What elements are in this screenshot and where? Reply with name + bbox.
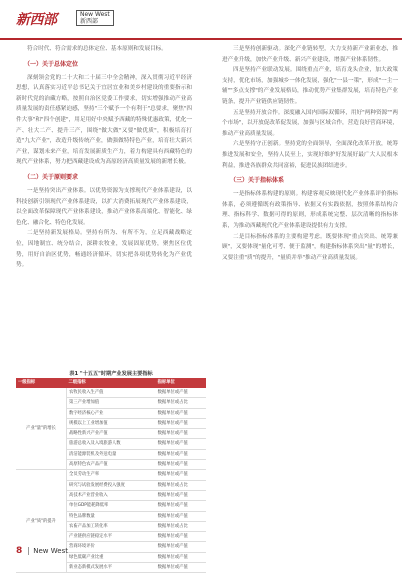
table-cell: 规模以上工业增加值	[67, 418, 156, 428]
table-cell: 数据单位或产值	[156, 408, 206, 418]
section-heading: （一）关于总体定位	[24, 60, 79, 68]
paragraph: 一是坚持突出产业体系。以优势资源为支撑现代产业体系建设，以科技创新引领现代产业体系建设，以扩大消费拓展现代产业体系建设，以全面改革保障现代产业体系建设，推动产业体系高端化、智能化、绿色化、融合化、特色化发展。	[16, 187, 192, 226]
table-cell: 战略性新兴产业产值	[67, 429, 156, 439]
table-cell: 数据单位或产值	[156, 563, 206, 573]
table-cell: 数据单位或产值	[156, 511, 206, 521]
left-column	[16, 44, 192, 271]
table-group-label: 产业"量"的增长	[16, 388, 67, 470]
table-cell: 数据单位或产值	[156, 470, 206, 480]
paragraph: 二是目标指标体系的主要构建考虑。既要体现"重点突出、统筹兼顾"，又要体现"量化可考、便于监测"，构建指标体系突出"量"的增长，又要注重"质"的提升，"量质并举"推动产业高质量发展。	[222, 233, 398, 261]
right-column	[222, 44, 398, 263]
table-cell: 产业链供应链稳定水平	[67, 532, 156, 542]
paragraph: 深刻领会党的二十大和二十届三中全会精神，深入贯彻习近平经济思想，认真落实习近平总书记关于宜居宜业和美乡村建设的重要指示和新时代党的治藏方略，按照自治区党委工作要求，切实增强推动产业高质量发展的责任感紧迫感，坚持"三个赋予一个有利于"总要求，聚焦"四件大事"和"四个创建"，用足用好中央赋予西藏的特殊优惠政策，优化一产、壮大二产、提升三产，围绕"做大做"又要"做优质"，积极培育打造"九大产业"，改造升级传统产业，做强做特特色产业，培育壮大新兴产业，谋划未来产业，培育发展新质生产力，着力构建具有西藏特色的现代产业体系，努力把西藏建设成为高原经济高质量发展的新增长极。	[16, 74, 192, 166]
table-cell: 数据单位或产值	[156, 449, 206, 459]
table-cell: 单位GDP能耗降低率	[67, 501, 156, 511]
table-cell: 绿色低碳产业比重	[67, 552, 156, 562]
header-rule	[0, 38, 402, 40]
logo-box	[76, 10, 114, 26]
table-cell: 农畜产品加工转化率	[67, 521, 156, 531]
table-cell: 营商环境评价	[67, 542, 156, 552]
paragraph: 四是坚持产业联动发展。围绕重点产业，培育龙头企业，加大政策支持，优化市场，加强城乡一体化发展，强化"一县一策"，形成"一主一辅""多点支撑"的产业发展格局，推动优势产业集群发展，培育特色产业链条，提升产业链供应链韧性。	[222, 67, 398, 105]
table-caption: 表1 "十五五"时期产业发展主要指标	[69, 371, 153, 377]
table-cell: 特色品牌数量	[67, 511, 156, 521]
table-cell: 旅游总收入及入境旅游人数	[67, 439, 156, 449]
table-cell: 数据单位或产值	[156, 490, 206, 500]
table-cell: 清洁能源装机及外送电量	[67, 449, 156, 459]
table-cell: 第三产业增加值	[67, 398, 156, 408]
table-cell: 数据单位或产值	[156, 542, 206, 552]
table-cell: 农牧民收入生产值	[67, 388, 156, 398]
section-heading: （三）关于指标体系	[230, 177, 285, 185]
table-cell: 数据单位或产值	[156, 532, 206, 542]
paragraph: 二是坚持新发展格局。坚持有所为、有所不为，立足西藏战略定位，因地制宜、统分结合，深耕农牧业，发展固原优势，聚焦区位优势，用好自治区优势，畅通经济循环，切实把各项优势转化为产业优势。	[16, 230, 192, 269]
table-header: 二级指标	[67, 378, 156, 388]
logo-title: 新西部	[16, 12, 57, 28]
table-cell: 数据单位或产值	[156, 460, 206, 470]
table-header: 一级指标	[16, 378, 67, 388]
footer-divider	[28, 547, 29, 555]
indicator-table	[16, 378, 206, 573]
paragraph: 五是坚持开放合作。深度融入国内国际双循环，用好"两种资源""两个市场"，以开放促改革促发展，加强与区域合作，营造良好营商环境，推动产业高质量发展。	[222, 109, 398, 137]
paragraph: 符合时代、符合需求的总体定位、基本原则和发展目标。	[27, 46, 167, 52]
table-cell: 数据单位或产值	[156, 418, 206, 428]
section-heading: （二）关于原则要求	[24, 173, 79, 181]
logo-cn-small: 新西部	[80, 18, 99, 25]
page-number: 8	[16, 546, 23, 556]
logo-en: New West	[80, 11, 110, 18]
page-footer	[16, 546, 68, 556]
table-cell: 高原特色农产品产值	[67, 460, 156, 470]
paragraph: 一是指标体系构建的原则。构建客观反映现代化产业体系评价指标体系，必须遵循既有政策指导、依据又有实践依据，按照体系结构合理、指标科学、数据可得的原则，形成系统完整、层次清晰的指标体系，为推动西藏现代化产业体系建设提供有力支撑。	[222, 191, 398, 229]
table-cell: 数据单位或产值	[156, 388, 206, 398]
table-header: 指标单位	[156, 378, 206, 388]
footer-name: New West	[33, 547, 68, 555]
table-group-label: 产业"质"的提升	[16, 470, 67, 573]
table-cell: 数据单位或占比	[156, 480, 206, 490]
table-cell: 新业态新模式发展水平	[67, 563, 156, 573]
table-cell: 数据单位或产值	[156, 439, 206, 449]
table-cell: 高技术产业营业收入	[67, 490, 156, 500]
table-cell: 数据单位或占比	[156, 398, 206, 408]
table-cell: 数据单位或产值	[156, 501, 206, 511]
table-cell: 研究与试验发展经费投入强度	[67, 480, 156, 490]
table-cell: 数据单位或产值	[156, 552, 206, 562]
table-cell: 数据单位或产值	[156, 429, 206, 439]
table-row	[16, 470, 206, 480]
table-row	[16, 388, 206, 398]
page-header	[16, 8, 146, 28]
table-cell: 全员劳动生产率	[67, 470, 156, 480]
paragraph: 六是坚持守正创新。坚持党的全面领导，全面深化改革开放，统筹推进发展和安全，坚持人民至上，实现好维护好发展好最广大人民根本利益，推进各族群众共同富裕，促进民族团结进步。	[222, 141, 398, 169]
table-cell: 数字经济核心产业	[67, 408, 156, 418]
table-cell: 数据单位或占比	[156, 521, 206, 531]
paragraph: 三是坚持创新驱动。深化产业链转型，大力支持新产业新业态，推进产业升级，加快产业升级、新兴产业建设，增强产业体系韧性。	[222, 46, 398, 63]
